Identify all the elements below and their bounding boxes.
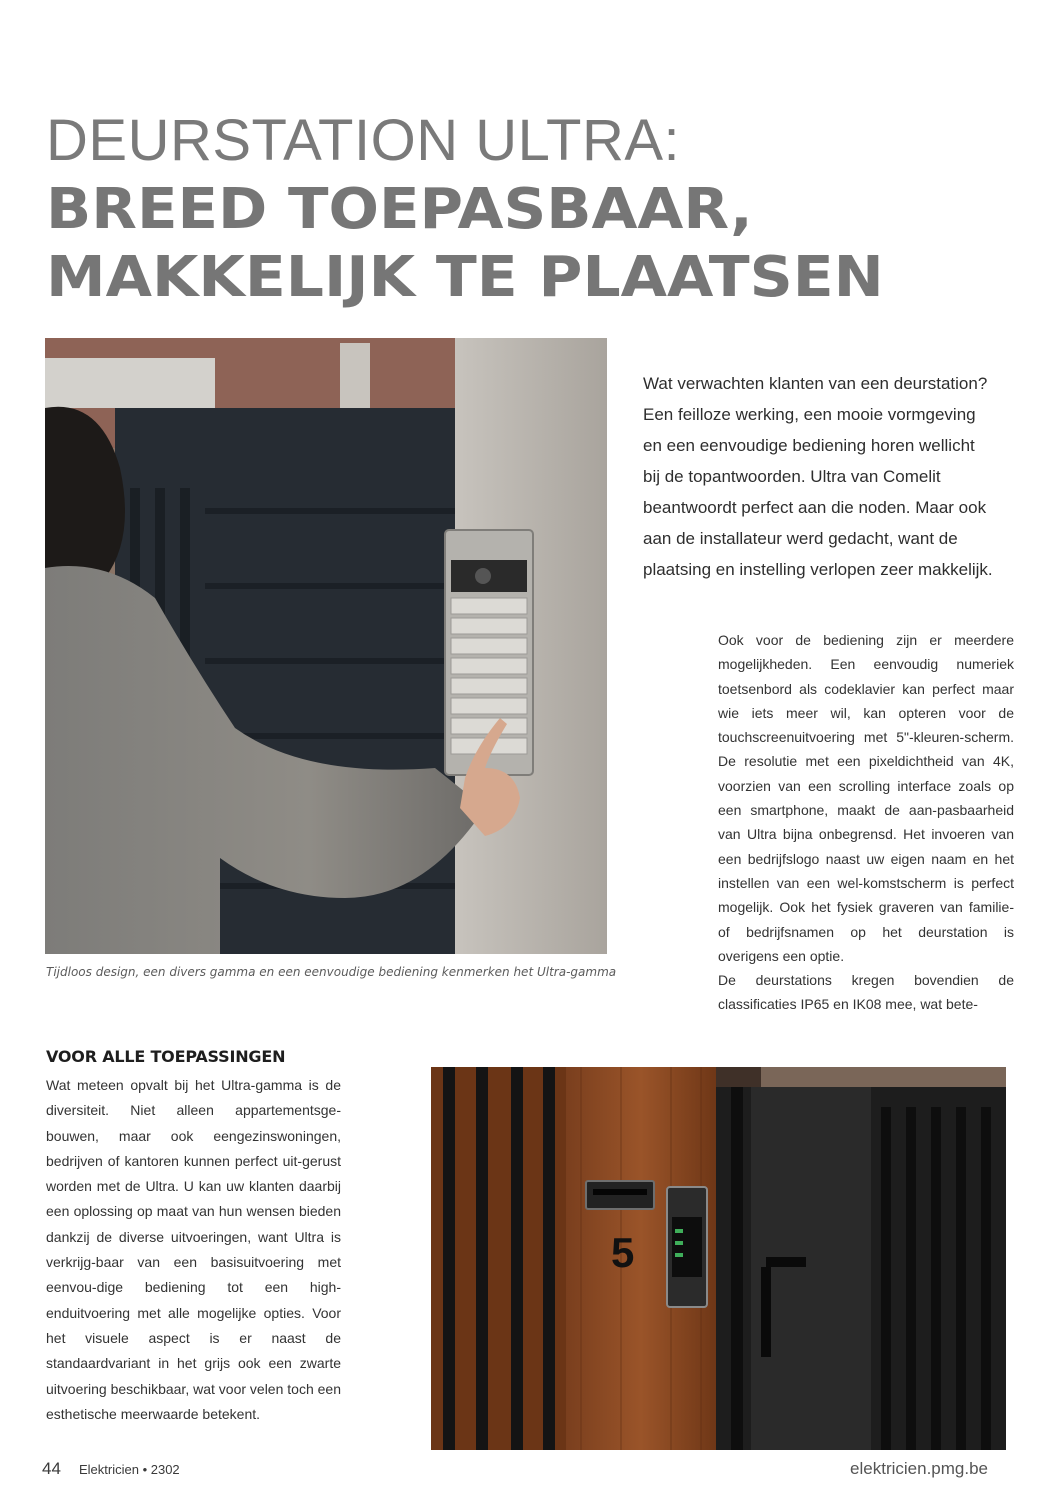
magazine-issue: Elektricien • 2302 (79, 1462, 180, 1477)
photo-intercom-person (45, 338, 607, 954)
intro-line: Wat verwachten klanten van een deurstation? (643, 374, 988, 393)
intro-line: aan de installateur werd gedacht, want de (643, 529, 958, 548)
left-column (46, 1073, 341, 1427)
website-link[interactable]: elektricien.pmg.be (850, 1459, 988, 1478)
intro-line: bij de topantwoorden. Ultra van Comelit (643, 467, 941, 486)
house-number: 5 (611, 1229, 635, 1276)
section-body: Wat meteen opvalt bij het Ultra-gamma is de diversiteit. Niet alleen appartementsge-bouwen, maar ook eengezinswoningen, bedrijven of kantoren kunnen perfect uit-gerust worden met de Ultra. U kan uw klanten daarbij een oplossing op maat van hun wensen bieden dankzij de diverse uitvoeringen, want Ultra is verkrijg-baar van een basisuitvoering met eenvou-dige bediening tot een high-enduitvoering met alle mogelijke opties. Voor het visuele aspect is er naast de standaardvariant in het grijs ook een zwarte uitvoering beschikbaar, wat voor velen toch een esthetische meerwaarde betekent. (46, 1077, 341, 1422)
section-heading: VOOR ALLE TOEPASSINGEN (46, 1047, 286, 1066)
page-number: 44 (42, 1459, 61, 1478)
intro-line: beantwoordt perfect aan die noden. Maar ook (643, 498, 987, 517)
photo-gate-intercom (431, 1067, 1006, 1450)
intro-text (643, 368, 1018, 585)
photo-caption: Tijdloos design, een divers gamma en een eenvoudige bediening kenmerken het Ultra-gamma (46, 965, 617, 979)
title-line-1: DEURSTATION ULTRA: (46, 108, 681, 173)
right-paragraph-2: De deurstations kregen bovendien de classificaties IP65 en IK08 mee, wat bete- (718, 972, 1014, 1013)
title-line-2: BREED TOEPASBAAR, (46, 177, 753, 242)
title-line-3: MAKKELIJK TE PLAATSEN (46, 245, 884, 310)
intro-line: Een feilloze werking, een mooie vormgeving (643, 405, 976, 424)
intro-line: plaatsing en instelling verlopen zeer makkelijk. (643, 560, 993, 579)
right-paragraph-1: Ook voor de bediening zijn er meerdere mogelijkheden. Een eenvoudig numeriek toetsenbord als codeklavier kan perfect maar wie iets meer wil, kan opteren voor de touchscreenuitvoering met 5"-kleuren-scherm. De resolutie met een pixeldichtheid van 4K, voorzien van een scrolling interface zoals op een smartphone, maakt de aan-pasbaarheid van Ultra bijna onbegrensd. Het invoeren van een bedrijfslogo naast uw eigen naam en het instellen van een wel-komstscherm is perfect mogelijk. Ook het fysiek graveren van familie- of bedrijfsnamen op het deurstation is overigens een optie. (718, 632, 1014, 964)
right-column (718, 628, 1014, 1017)
intro-line: en een eenvoudige bediening horen wellicht (643, 436, 975, 455)
